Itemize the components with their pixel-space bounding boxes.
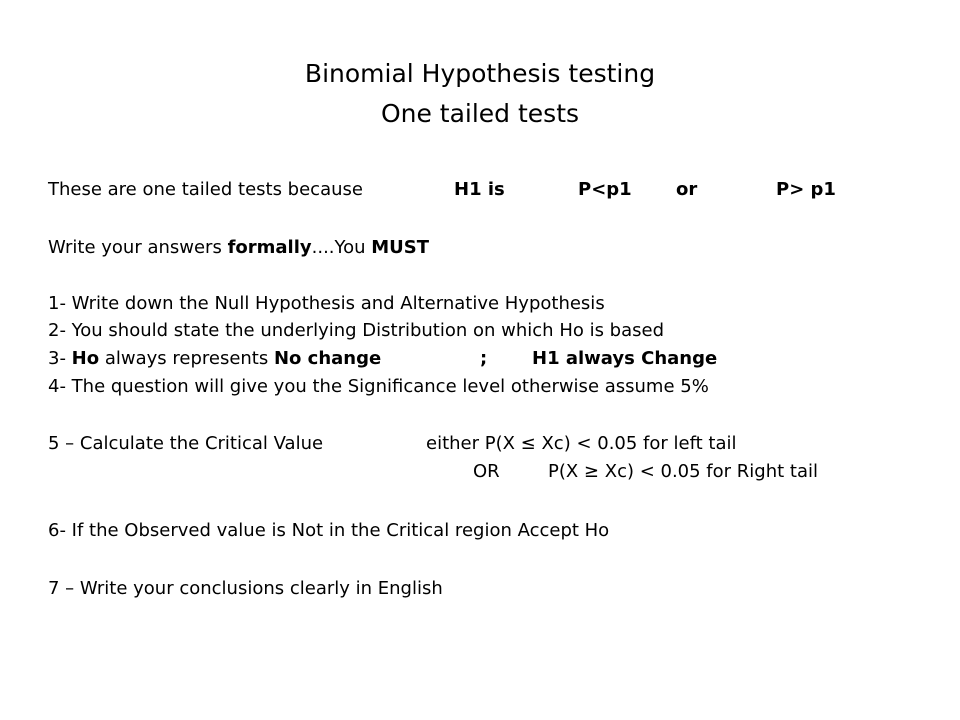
title-line-2: One tailed tests [380, 99, 580, 128]
intro-right-condition: P> p1 [776, 179, 836, 200]
formal-bold-formally: formally [227, 237, 312, 258]
step-3 [48, 347, 381, 371]
formal-bold-must: MUST [371, 237, 430, 258]
formal-pre: Write your answers [48, 237, 228, 258]
intro-line [48, 178, 363, 202]
step-5-label: 5 – Calculate the Critical Value [48, 433, 324, 454]
intro-text: These are one tailed tests because [48, 179, 363, 200]
step-6: 6- If the Observed value is Not in the Critical region Accept Ho [48, 520, 610, 541]
intro-or: or [676, 179, 698, 200]
step-3-h1: H1 always Change [532, 348, 718, 369]
title-line-1: Binomial Hypothesis testing [304, 59, 656, 88]
step-3-prefix: 3- [48, 348, 72, 369]
step-7: 7 – Write your conclusions clearly in English [48, 578, 443, 599]
step-5-or: OR [473, 461, 500, 482]
step-3-ho: Ho [71, 348, 100, 369]
slide-title [0, 54, 960, 134]
intro-left-condition: P<p1 [578, 179, 632, 200]
formal-line [48, 236, 429, 260]
step-3-mid: always represents [99, 348, 274, 369]
step-2: 2- You should state the underlying Distribution on which Ho is based [48, 320, 665, 341]
intro-h1: H1 is [454, 179, 505, 200]
step-5-right-tail: P(X ≥ Xc) < 0.05 for Right tail [548, 461, 818, 482]
step-1: 1- Write down the Null Hypothesis and Alternative Hypothesis [48, 293, 605, 314]
step-4: 4- The question will give you the Significance level otherwise assume 5% [48, 376, 709, 397]
step-3-separator: ; [480, 348, 488, 369]
step-3-no-change: No change [273, 348, 382, 369]
step-5-left-tail: either P(X ≤ Xc) < 0.05 for left tail [426, 433, 737, 454]
formal-mid: ....You [311, 237, 372, 258]
